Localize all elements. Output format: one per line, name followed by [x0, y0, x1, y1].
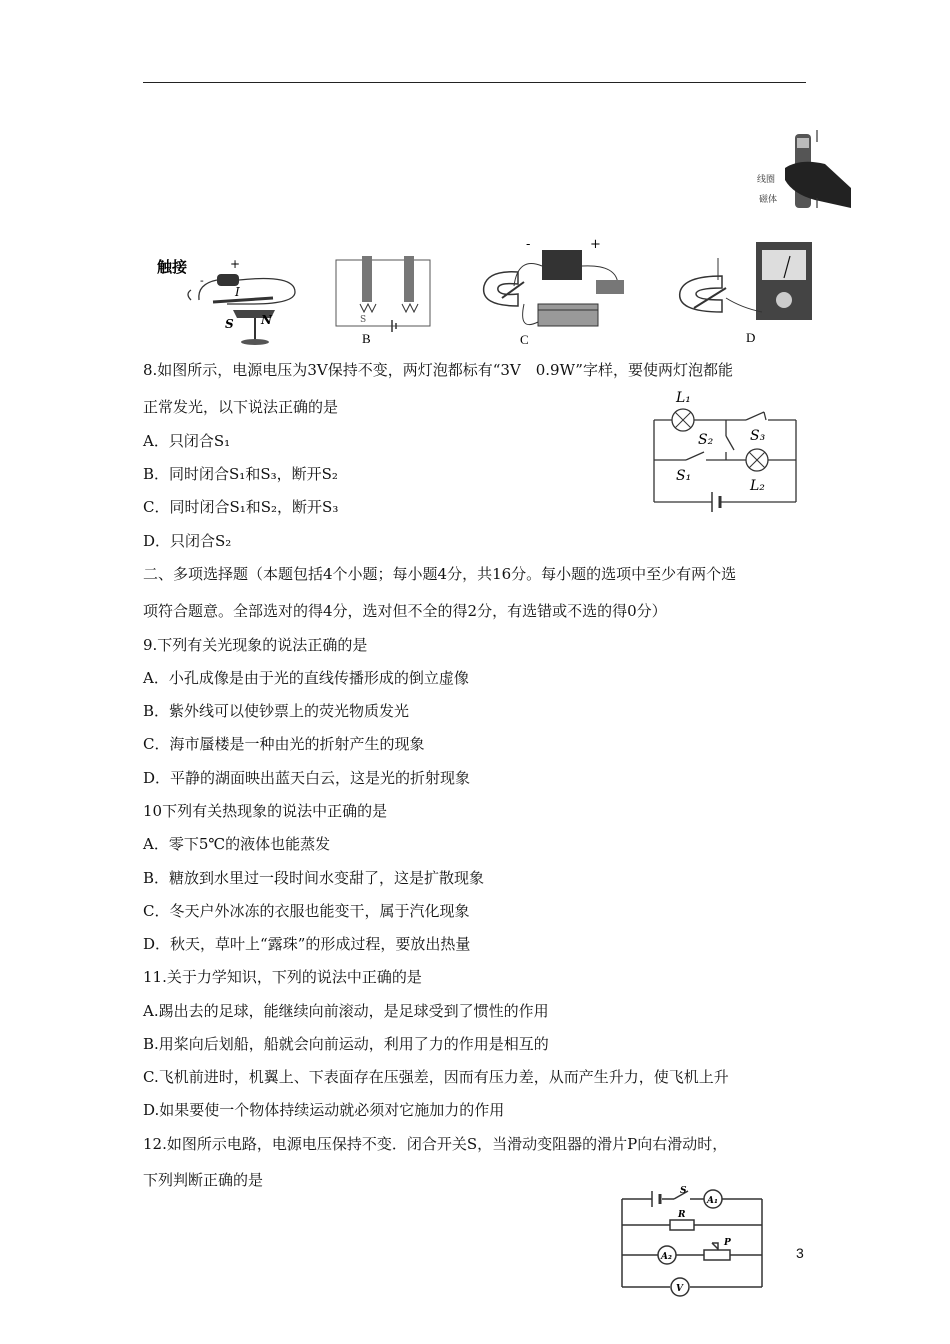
q9-stem: 9.下列有关光现象的说法正确的是 — [143, 636, 368, 654]
option-c-figure — [478, 236, 628, 348]
slider-p-arrow — [712, 1243, 718, 1249]
label-p: P — [724, 1238, 731, 1248]
q12-circuit-diagram — [612, 1183, 777, 1298]
q8-option-a: A．只闭合S₁ — [143, 432, 231, 450]
q11-option-b: B.用桨向后划船，船就会向前运动，利用了力的作用是相互的 — [143, 1035, 549, 1053]
rheostat-icon — [538, 304, 598, 326]
q10-option-d: D．秋天，草叶上“露珠”的形成过程，要放出热量 — [143, 935, 471, 953]
wire-rod — [213, 298, 273, 302]
svg-text:N: N — [261, 313, 272, 327]
touch-label: 触接 — [157, 258, 188, 276]
q11-option-a: A.踢出去的足球，能继续向前滚动，是足球受到了惯性的作用 — [143, 1002, 549, 1020]
label-v: V — [676, 1284, 683, 1294]
q8-option-b: B．同时闭合S₁和S₃，断开S₂ — [143, 465, 338, 483]
q9-option-b: B．紫外线可以使钞票上的荧光物质发光 — [143, 702, 410, 720]
q8-option-c: C．同时闭合S₁和S₂，断开S₃ — [143, 498, 339, 516]
arrow-icon — [188, 290, 191, 300]
svg-text:-: - — [200, 274, 204, 287]
label-s2: S₂ — [698, 432, 714, 448]
q11-option-c: C.飞机前进时，机翼上、下表面存在压强差，因而有压力差，从而产生升力，使飞机上升 — [143, 1068, 729, 1086]
label-a2: A₂ — [661, 1252, 672, 1262]
switch-s1 — [686, 452, 704, 460]
resistor-r — [670, 1220, 694, 1230]
q11-option-d: D.如果要使一个物体持续运动就必须对它施加力的作用 — [143, 1101, 505, 1119]
q8-circuit-diagram — [646, 386, 806, 516]
svg-text:-: - — [526, 237, 531, 252]
svg-text:S: S — [225, 317, 234, 331]
coil-label: 线圈 — [757, 175, 776, 185]
q10-stem: 10下列有关热现象的说法中正确的是 — [143, 802, 388, 820]
electromagnet-left — [362, 256, 372, 302]
label-s3: S₃ — [750, 428, 766, 444]
svg-text:+: + — [230, 257, 241, 271]
option-a-figure — [155, 248, 315, 348]
header-rule — [143, 82, 806, 83]
label-l1: L₁ — [676, 390, 691, 406]
q9-option-c: C．海市蜃楼是一种由光的折射产生的现象 — [143, 735, 425, 753]
q8-stem-line1: 8.如图所示，电源电压为3V保持不变，两灯泡都标有“3V 0.9W”字样，要使两灯泡都能 — [143, 361, 733, 379]
svg-text:S: S — [360, 315, 367, 325]
q10-option-b: B．糖放到水里过一段时间水变甜了，这是扩散现象 — [143, 869, 485, 887]
q8-stem-line2: 正常发光，以下说法正确的是 — [143, 398, 339, 416]
option-b-label: B — [362, 331, 371, 346]
electromagnet-right — [404, 256, 414, 302]
switch-icon — [596, 280, 624, 294]
label-s1: S₁ — [676, 468, 692, 484]
q11-stem: 11.关于力学知识，下列的说法中正确的是 — [143, 968, 422, 986]
q10-option-a: A．零下5℃的液体也能蒸发 — [143, 835, 331, 853]
q12-stem-line2: 下列判断正确的是 — [143, 1171, 264, 1189]
q12-stem-line1: 12.如图所示电路，电源电压保持不变．闭合开关S，当滑动变阻器的滑片P向右滑动时， — [143, 1135, 728, 1153]
label-r: R — [678, 1210, 686, 1220]
switch-s3 — [746, 412, 764, 420]
label-a1: A₁ — [707, 1196, 718, 1206]
section2-line1: 二、多项选择题（本题包括4个小题；每小题4分，共16分。每小题的选项中至少有两个选 — [143, 565, 737, 583]
switch-s2 — [726, 436, 734, 450]
shake-flashlight-figure — [755, 128, 855, 214]
rheostat-icon — [704, 1250, 730, 1260]
label-s: S — [680, 1186, 687, 1196]
q10-option-c: C．冬天户外冰冻的衣服也能变干，属于汽化现象 — [143, 902, 470, 920]
q8-option-d: D．只闭合S₂ — [143, 532, 232, 550]
label-l2: L₂ — [750, 478, 765, 494]
option-d-figure — [672, 238, 822, 348]
battery-icon — [542, 250, 582, 280]
q9-option-d: D．平静的湖面映出蓝天白云，这是光的折射现象 — [143, 769, 471, 787]
magnet-label: 磁体 — [759, 195, 778, 205]
svg-text:I: I — [235, 285, 240, 299]
option-c-label: C — [520, 332, 529, 347]
hand-icon — [785, 162, 851, 208]
q9-option-a: A．小孔成像是由于光的直线传播形成的倒立虚像 — [143, 669, 469, 687]
option-b-figure — [330, 248, 440, 348]
page-number: 3 — [796, 1245, 804, 1261]
svg-text:+: + — [590, 237, 601, 252]
option-d-label: D — [746, 330, 756, 345]
section2-line2: 项符合题意。全部选对的得4分，选对但不全的得2分，有选错或不选的得0分） — [143, 602, 667, 620]
